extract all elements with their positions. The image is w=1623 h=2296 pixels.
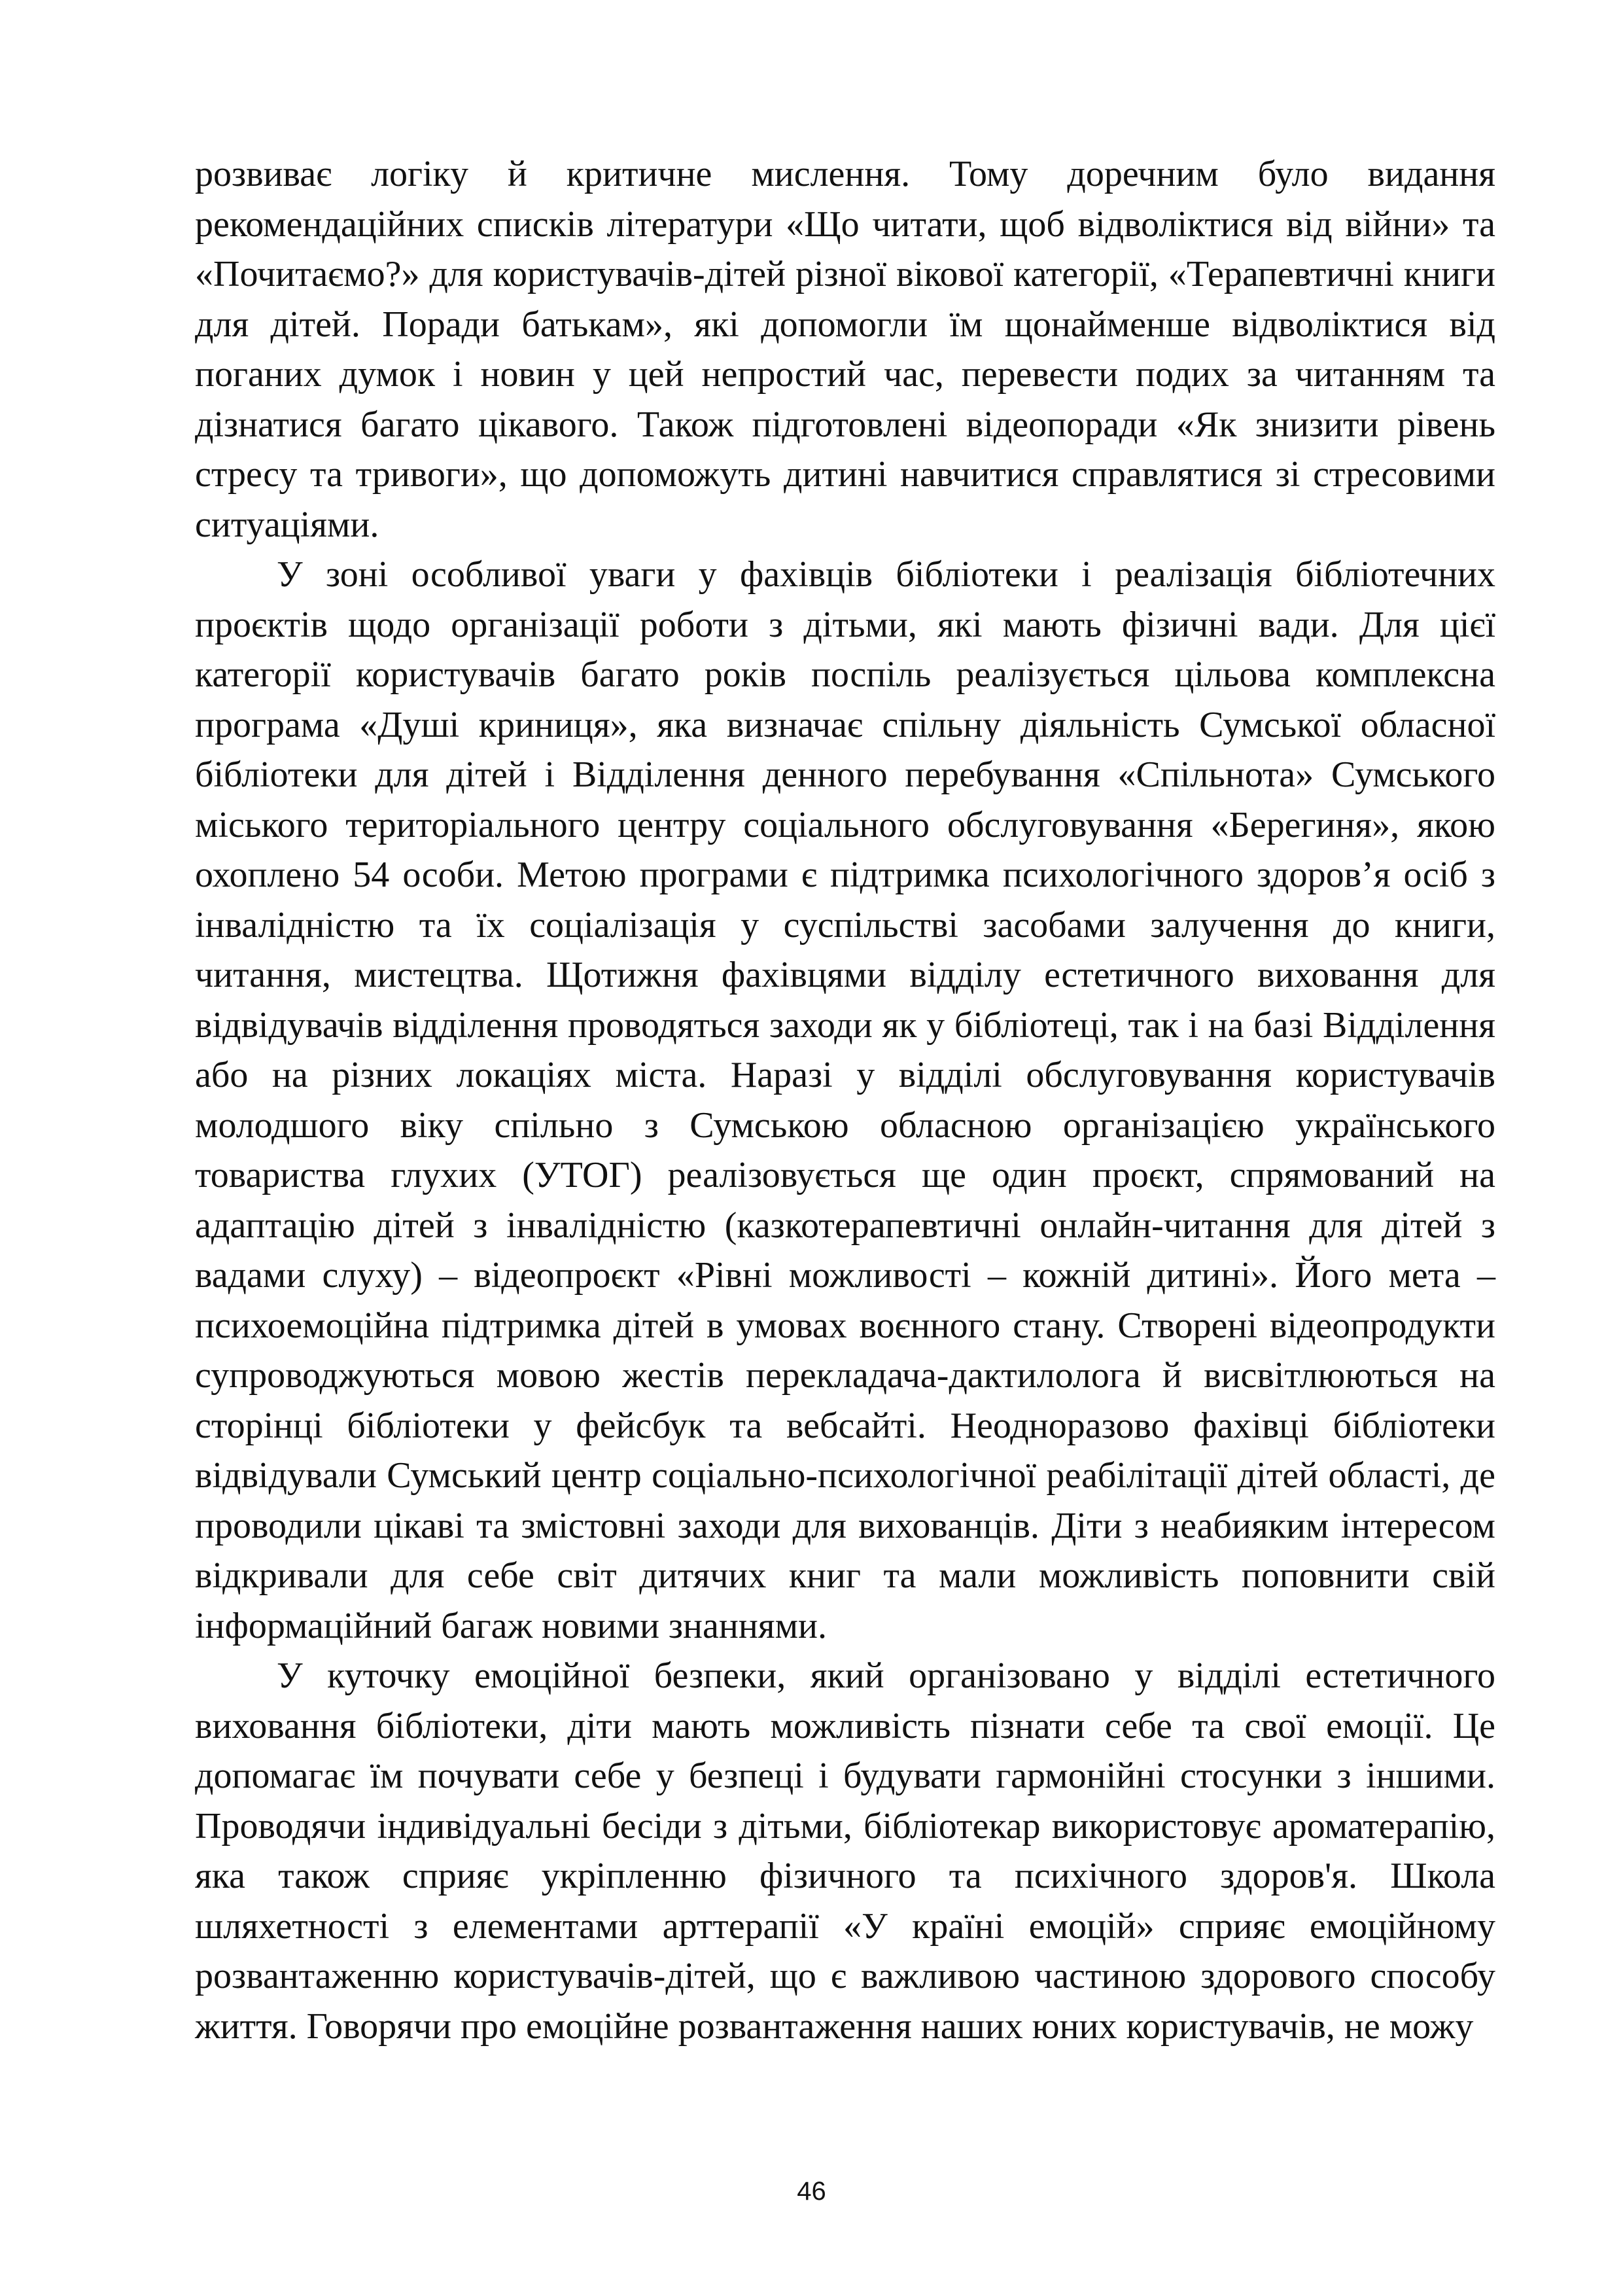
paragraph-3: У куточку емоційної безпеки, який організовано у відділі естетичного виховання бібліотеки, діти мають можливість пізнати себе та свої емоції. Це допомагає їм почувати себе у безпеці і будувати гармонійні стосунки з іншими. Проводячи індивідуальні бесіди з дітьми, бібліотекар використовує ароматерапію, яка також сприяє укріпленню фізичного та психічного здоров'я. Школа шляхетності з елементами арттерапії «У країні емоцій» сприяє емоційному розвантаженню користувачів-дітей, що є важливою частиною здорового способу життя. Говорячи про емоційне розвантаження наших юних користувачів, не можу — [195, 1655, 1495, 2047]
body-text — [195, 149, 1495, 2051]
page-number: 46 — [797, 2177, 826, 2206]
paragraph-2: У зоні особливої уваги у фахівців бібліотеки і реалізація бібліотечних проєктів щодо організації роботи з дітьми, які мають фізичні вади. Для цієї категорії користувачів багато років поспіль реалізується цільова комплексна програма «Душі криниця», яка визначає спільну діяльність Сумської обласної бібліотеки для дітей і Відділення денного перебування «Спільнота» Сумського міського територіального центру соціального обслуговування «Берегиня», якою охоплено 54 особи. Метою програми є підтримка психологічного здоров’я осіб з інвалідністю та їх соціалізація у суспільстві засобами залучення до книги, читання, мистецтва. Щотижня фахівцями відділу естетичного виховання для відвідувачів відділення проводяться заходи як у бібліотеці, так і на базі Відділення або на різних локаціях міста. Наразі у відділі обслуговування користувачів молодшого віку спільно з Сумською обласною організацією українського товариства глухих (УТОГ) реалізовується ще один проєкт, спрямований на адаптацію дітей з інвалідністю (казкотерапевтичні онлайн-читання для дітей з вадами слуху) – відеопроєкт «Рівні можливості – кожній дитині». Його мета – психоемоційна підтримка дітей в умовах воєнного стану. Створені відеопродукти супроводжуються мовою жестів перекладача-дактилолога й висвітлюються на сторінці бібліотеки у фейсбук та вебсайті. Неодноразово фахівці бібліотеки відвідували Сумський центр соціально-психологічної реабілітації дітей області, де проводили цікаві та змістовні заходи для вихованців. Діти з неабияким інтересом відкривали для себе світ дитячих книг та мали можливість поповнити свій інформаційний багаж новими знаннями. — [195, 554, 1495, 1646]
paragraph-1: розвиває логіку й критичне мислення. Тому доречним було видання рекомендаційних списків літератури «Що читати, щоб відволіктися від війни» та «Почитаємо?» для користувачів-дітей різної вікової категорії, «Терапевтичні книги для дітей. Поради батькам», які допомогли їм щонайменше відволіктися від поганих думок і новин у цей непростий час, перевести подих за читанням та дізнатися багато цікавого. Також підготовлені відеопоради «Як знизити рівень стресу та тривоги», що допоможуть дитині навчитися справлятися зі стресовими ситуаціями. — [195, 154, 1495, 545]
